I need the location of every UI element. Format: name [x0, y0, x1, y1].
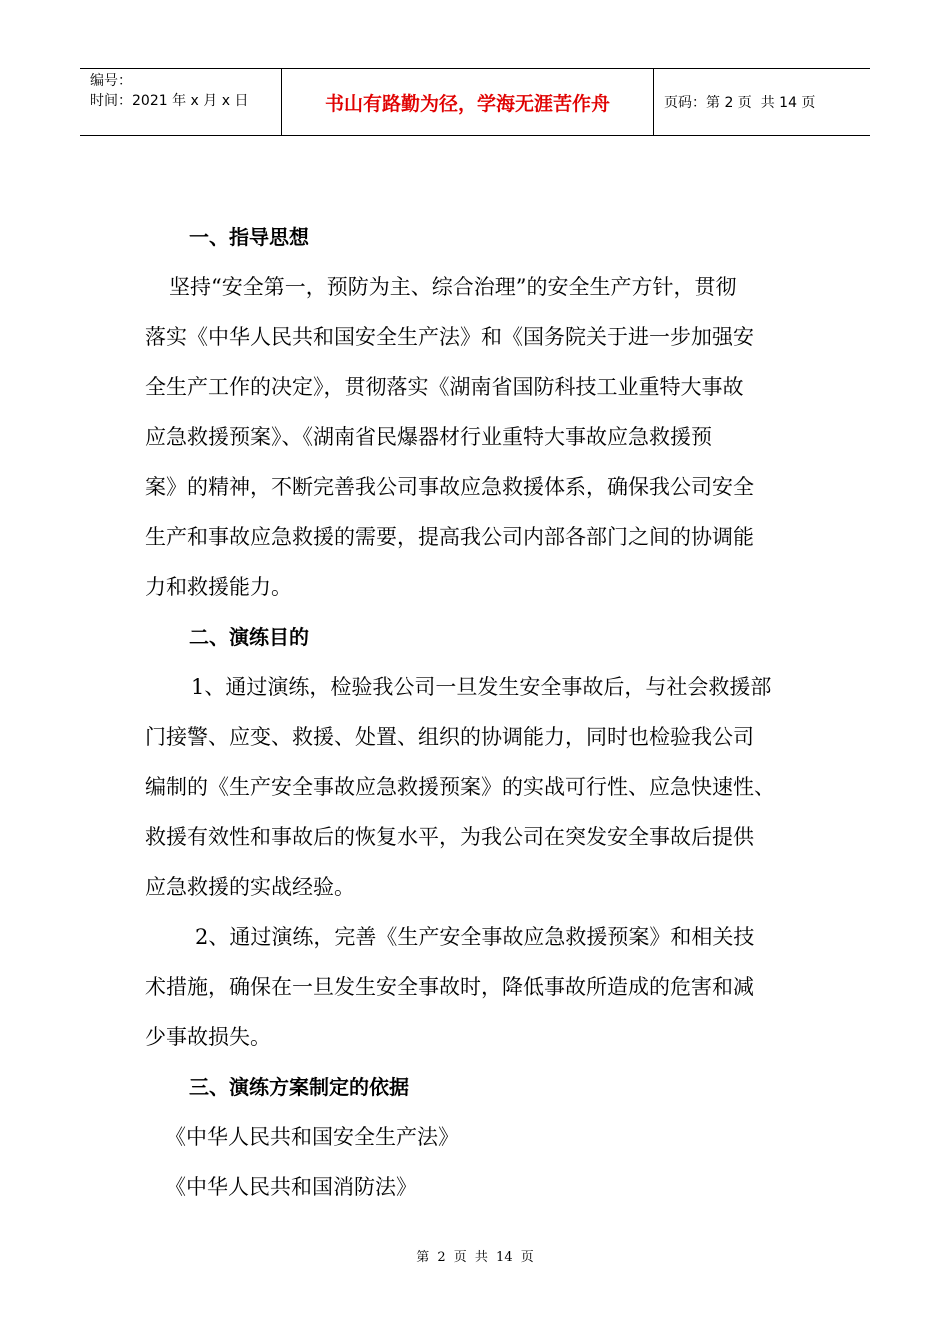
paragraph-line: 门接警、应变、救援、处置、组织的协调能力，同时也检验我公司: [145, 725, 754, 749]
document-header: [80, 68, 870, 136]
date-label: 时间：2021 年 x 月 x 日: [90, 93, 249, 109]
paragraph-line: 生产和事故应急救援的需要，提高我公司内部各部门之间的协调能: [145, 525, 754, 549]
paragraph-line: 救援有效性和事故后的恢复水平，为我公司在突发安全事故后提供: [145, 825, 754, 849]
reference-item: 《中华人民共和国消防法》: [165, 1175, 417, 1199]
paragraph-line: 少事故损失。: [145, 1025, 271, 1049]
paragraph-line: 2、通过演练，完善《生产安全事故应急救援预案》和相关技: [195, 925, 755, 949]
paragraph-line: 应急救援的实战经验。: [145, 875, 355, 899]
paragraph-line: 应急救援预案》、《湖南省民爆器材行业重特大事故应急救援预: [145, 425, 712, 449]
document-body: [145, 212, 825, 1212]
paragraph-line: 术措施，确保在一旦发生安全事故时，降低事故所造成的危害和减: [145, 975, 754, 999]
paragraph-line: 坚持“安全第一，预防为主、综合治理”的安全生产方针，贯彻: [169, 275, 737, 299]
section-heading-drill-purpose: 二、演练目的: [189, 625, 309, 649]
paragraph-line: 1、通过演练，检验我公司一旦发生安全事故后，与社会救援部: [191, 675, 772, 699]
paragraph-line: 全生产工作的决定》，贯彻落实《湖南省国防科技工业重特大事故: [145, 375, 744, 399]
number-label: 编号：: [90, 73, 132, 89]
page-footer: 第 2 页 共 14 页: [416, 1250, 534, 1265]
paragraph-line: 案》的精神，不断完善我公司事故应急救援体系，确保我公司安全: [145, 475, 754, 499]
header-page-info: 页码：第 2 页 共 14 页: [664, 95, 816, 111]
reference-item: 《中华人民共和国安全生产法》: [165, 1125, 459, 1149]
section-heading-guiding-ideology: 一、指导思想: [189, 225, 309, 249]
header-motto: 书山有路勤为径，学海无涯苦作舟: [282, 69, 654, 135]
paragraph-line: 编制的《生产安全事故应急救援预案》的实战可行性、应急快速性、: [145, 775, 775, 799]
section-heading-basis: 三、演练方案制定的依据: [189, 1075, 409, 1099]
paragraph-line: 落实《中华人民共和国安全生产法》和《国务院关于进一步加强安: [145, 325, 754, 349]
header-meta-cell: [80, 69, 282, 135]
paragraph-line: 力和救援能力。: [145, 575, 292, 599]
